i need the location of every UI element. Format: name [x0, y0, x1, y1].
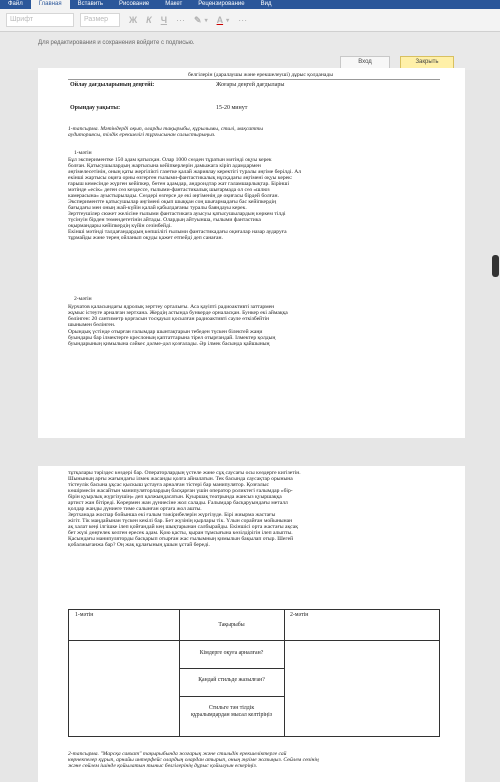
more-icon[interactable]: ⋯	[238, 14, 248, 25]
table-divider	[284, 610, 285, 736]
underline-button[interactable]: Ч	[160, 15, 168, 25]
table-header: 2-мәтін	[290, 612, 309, 618]
bold-button[interactable]: Ж	[129, 15, 138, 25]
table-divider	[179, 668, 284, 669]
table-divider	[69, 640, 439, 641]
tab-view[interactable]: Вид	[260, 1, 272, 7]
section-title: 2-мәтін	[74, 296, 92, 302]
font-size-select[interactable]: Размер	[80, 13, 120, 27]
document-text-line: жігіт. Тік маңдайынан түскен кекілі бар. Бет жүзінің қырлары тік. Үлын сорайған мойынынан	[68, 518, 293, 524]
task-text: аудиториясы, тілдік ерекшелігі тұрғысынан салыстырыңыз.	[68, 132, 216, 138]
meta-label: Ойлау дағдыларының деңгейі:	[70, 82, 155, 88]
document-text-line: буындары бар ілмектерге креслоның қаптаттарына тірел отырғандай. Ілмектер қолдың	[68, 335, 276, 341]
document-page-1	[38, 68, 465, 438]
document-text-line: Орындық үстінде отырған ғалымдар шынтақтарын тебеден түскен білектей жаңи	[68, 329, 263, 335]
document-text-line: ғарыш кемесінде жүрген кейіпкер, бөтен адамдар, андроидтар жат галамшарлықтар. Біріншi	[68, 181, 290, 187]
section-title: 1-мәтін	[74, 150, 92, 156]
task-text: 1-тапсырма. Мәтіндерді оқып, оларды тақырыбы, құрылымы, стилі, мақсатты	[68, 126, 263, 132]
document-text-line: буындарының қимылына сәйкес дәлме-дәл қозғалады. Әр ілмек басында қайшының	[68, 341, 270, 347]
table-header: 1-мәтін	[75, 612, 94, 618]
document-text-line: Зертханада жоспар бойынша екі ғалым тәжірибелерін жүргізуде. Бірі жиырма жастағы	[68, 512, 276, 518]
more-icon[interactable]: ⋯	[176, 14, 186, 25]
document-text-line: камерасына» ауыстырылады. Сөздері өзгерсе де екі әңгіменің де оқиғасы бірдей болған.	[68, 193, 279, 199]
font-family-select[interactable]: Шрифт	[6, 13, 74, 27]
table-divider	[179, 610, 180, 736]
document-text-line: бет жүзі дөңгелек келген ересек адам. Қою қасты, қыран тұмсығына көзілдірігін ілеп алыпты.	[68, 530, 293, 536]
document-text-line: ақ халат кеңі ілгішке ілеп қойғандай кең шықтарынан салбырайды. Екіншісі орта жастағы ақсақ	[68, 524, 298, 530]
login-button[interactable]: Вход	[340, 56, 390, 69]
chevron-down-icon[interactable]: ▾	[204, 17, 208, 24]
tab-layout[interactable]: Макет	[165, 1, 183, 7]
document-text-line: белгілерін (даралаушы және ерекшелеуші) дұрыс қолданады	[188, 72, 333, 78]
italic-button[interactable]: К	[146, 15, 152, 25]
signin-notice	[0, 32, 500, 54]
document-text-line: Қасындағы манипуляторды басқарып отырған жас ғылымның қимылын бақылап отыр. Шегей	[68, 536, 294, 542]
document-text-line: бірін қуырлық жүргізушің» деп қалжыңдасатын. Қуыршақ театрында жансыз қуыршаққа	[68, 494, 282, 500]
tab-draw[interactable]: Рисование	[119, 1, 150, 7]
document-text-line: бөлінген: 20 сантиметр қорғасын тосқауыл қосылған радиоактивті сауле өткізбейтін	[68, 316, 270, 322]
tab-home[interactable]: Главная	[31, 0, 70, 9]
font-color-button[interactable]: А	[216, 15, 224, 25]
signin-notice-text: Для редактирования и сохранения войдите с подписью.	[38, 40, 195, 46]
document-text-line: әңгімелесетінін, оның қаты жергілікті газетке қалай жариялау керектігі туралы әңгіме берілді. Ал	[68, 169, 302, 175]
scrollbar-thumb[interactable]	[492, 255, 499, 277]
table-divider	[68, 79, 440, 80]
tab-file[interactable]: Файл	[8, 1, 23, 7]
document-text-line: тұтқалары тәріздес көздері бар. Операторлардың үстеле жәнe сұқ саусағы осы көздерге кигізетін.	[68, 470, 301, 476]
meta-value: 15-20 минут	[216, 105, 248, 111]
document-text-line: Зерттеушілер сюжет желісіне ғылыми фантастикаға ауысуы қатысушылардың көркем тілді	[68, 211, 286, 217]
document-text-line: оқырмандары кейіпкердің күйін сезінбейді.	[68, 223, 172, 229]
close-button[interactable]: Закрыть	[400, 56, 454, 69]
tab-insert[interactable]: Вставить	[77, 1, 104, 7]
document-text-line: қобалжығанжа бар? Оң жақ құлағының ұшын ұстай береді.	[68, 542, 210, 548]
document-text-line: түсінуін бірден төмендететінін айтады. Олардың айтуынша, ғылыми фантастика	[68, 217, 261, 223]
task-text: көрнекпелер құрып, арнайы интерфейс олардың олардан атырып, оның әңгіме жазыңыз. Сөйлем сөзінің	[68, 757, 319, 763]
highlight-icon[interactable]: ✎	[194, 14, 202, 25]
document-text-line: Шынының арғы жағындағы ілмек жасанды қолға айналатын. Тек басында саусақтар орынына	[68, 476, 293, 482]
document-text-line: болған. Қатысушылардың жартысына кейіпкерлерін дамыжага кіріп адамдармен	[68, 163, 261, 169]
table-cell: Қандай стильде жазылған?	[198, 677, 265, 683]
table-cell: Тақырыбы	[218, 622, 245, 628]
meta-label: Орындау уақыты:	[70, 105, 121, 111]
task-text: 2-тапсырма. "Марсқа саяхат" тақырыбында жоғарық және стильдік ерекшеліктерге сай	[68, 751, 287, 757]
table-cell: Кімдерге оқуға арналған?	[199, 650, 264, 656]
document-text-line: мәтінде «есік» деген сөз кездессе, ғылыми-фантастикалық шығармада ол сөз «шлюз	[68, 187, 270, 193]
document-text-line: тістеулік басына ұқсас қыскыш ұстауға арналған тістері бар манипулятор. Қозғалыс	[68, 482, 269, 488]
document-text-line: артист жан бітіреді. Көрермен жан дүниесіне жол салады. Ғалымдар басқаруындағы металл	[68, 500, 288, 506]
document-text-line: көшірмесін жасайтын манипуляторлардың басқарған үшін оператор роликтегі ғалымдар «бір-	[68, 488, 293, 494]
document-text-line: Бұл экспериментке 150 адам қатысқан. Олар 1000 сөзден тұратын мәтінді оқуы керек	[68, 157, 272, 163]
comparison-table	[68, 609, 440, 737]
table-divider	[179, 696, 284, 697]
document-text-line: бағыдағы мен оның жай-күйін қалай қабылдағаны туралы баяндауы керек.	[68, 205, 247, 211]
document-text-line: екінші жартысы оқиға орны өзгерген ғылыми-фантастикалық нұсқадағы әңгімені оқуы керек:	[68, 175, 293, 181]
document-text-line: тұрмайды және терең ойланып оқуды қажет етпейді деп санаған.	[68, 235, 223, 241]
ribbon-tab-bar	[0, 0, 500, 9]
tab-review[interactable]: Рецензирование	[198, 1, 245, 7]
task-text: және сөйлем ішінде қойылатын тыныс белгілерінің дұрыс қойылуын ескеріңіз.	[68, 763, 258, 769]
document-text-line: қолдар жанды дүниеге тиме салынған ортаға жол ашты.	[68, 506, 202, 512]
document-page-2	[38, 466, 465, 782]
document-text-line: Екінші мәтінді талдағандардың көпшілігі ғылыми фантастикадағы оқиғалар назар аударуға	[68, 229, 287, 235]
document-text-line: Курчатов қаласындағы ядролық зерттеу орталығы. Аса қауіпті радиоактивті заттармен	[68, 304, 275, 310]
formatting-toolbar	[0, 9, 500, 32]
chevron-down-icon[interactable]: ▾	[226, 17, 230, 24]
document-text-line: Эксперименттe қатысушылар әңгімені оқып шыққан соң шығармадағы бас кейіпкердің	[68, 199, 277, 205]
meta-value: Жоғары деңгей дағдылары	[216, 82, 285, 88]
document-text-line: жұмыс істеуге арналған зертхана. Жердің астында бункерде орналасқан. Бункер екі аймаққа	[68, 310, 288, 316]
document-text-line: шынымен бөлінген.	[68, 322, 116, 328]
table-cell: Стильге тән тілдік құралымдардан мысал келтіріңіз	[190, 705, 273, 718]
